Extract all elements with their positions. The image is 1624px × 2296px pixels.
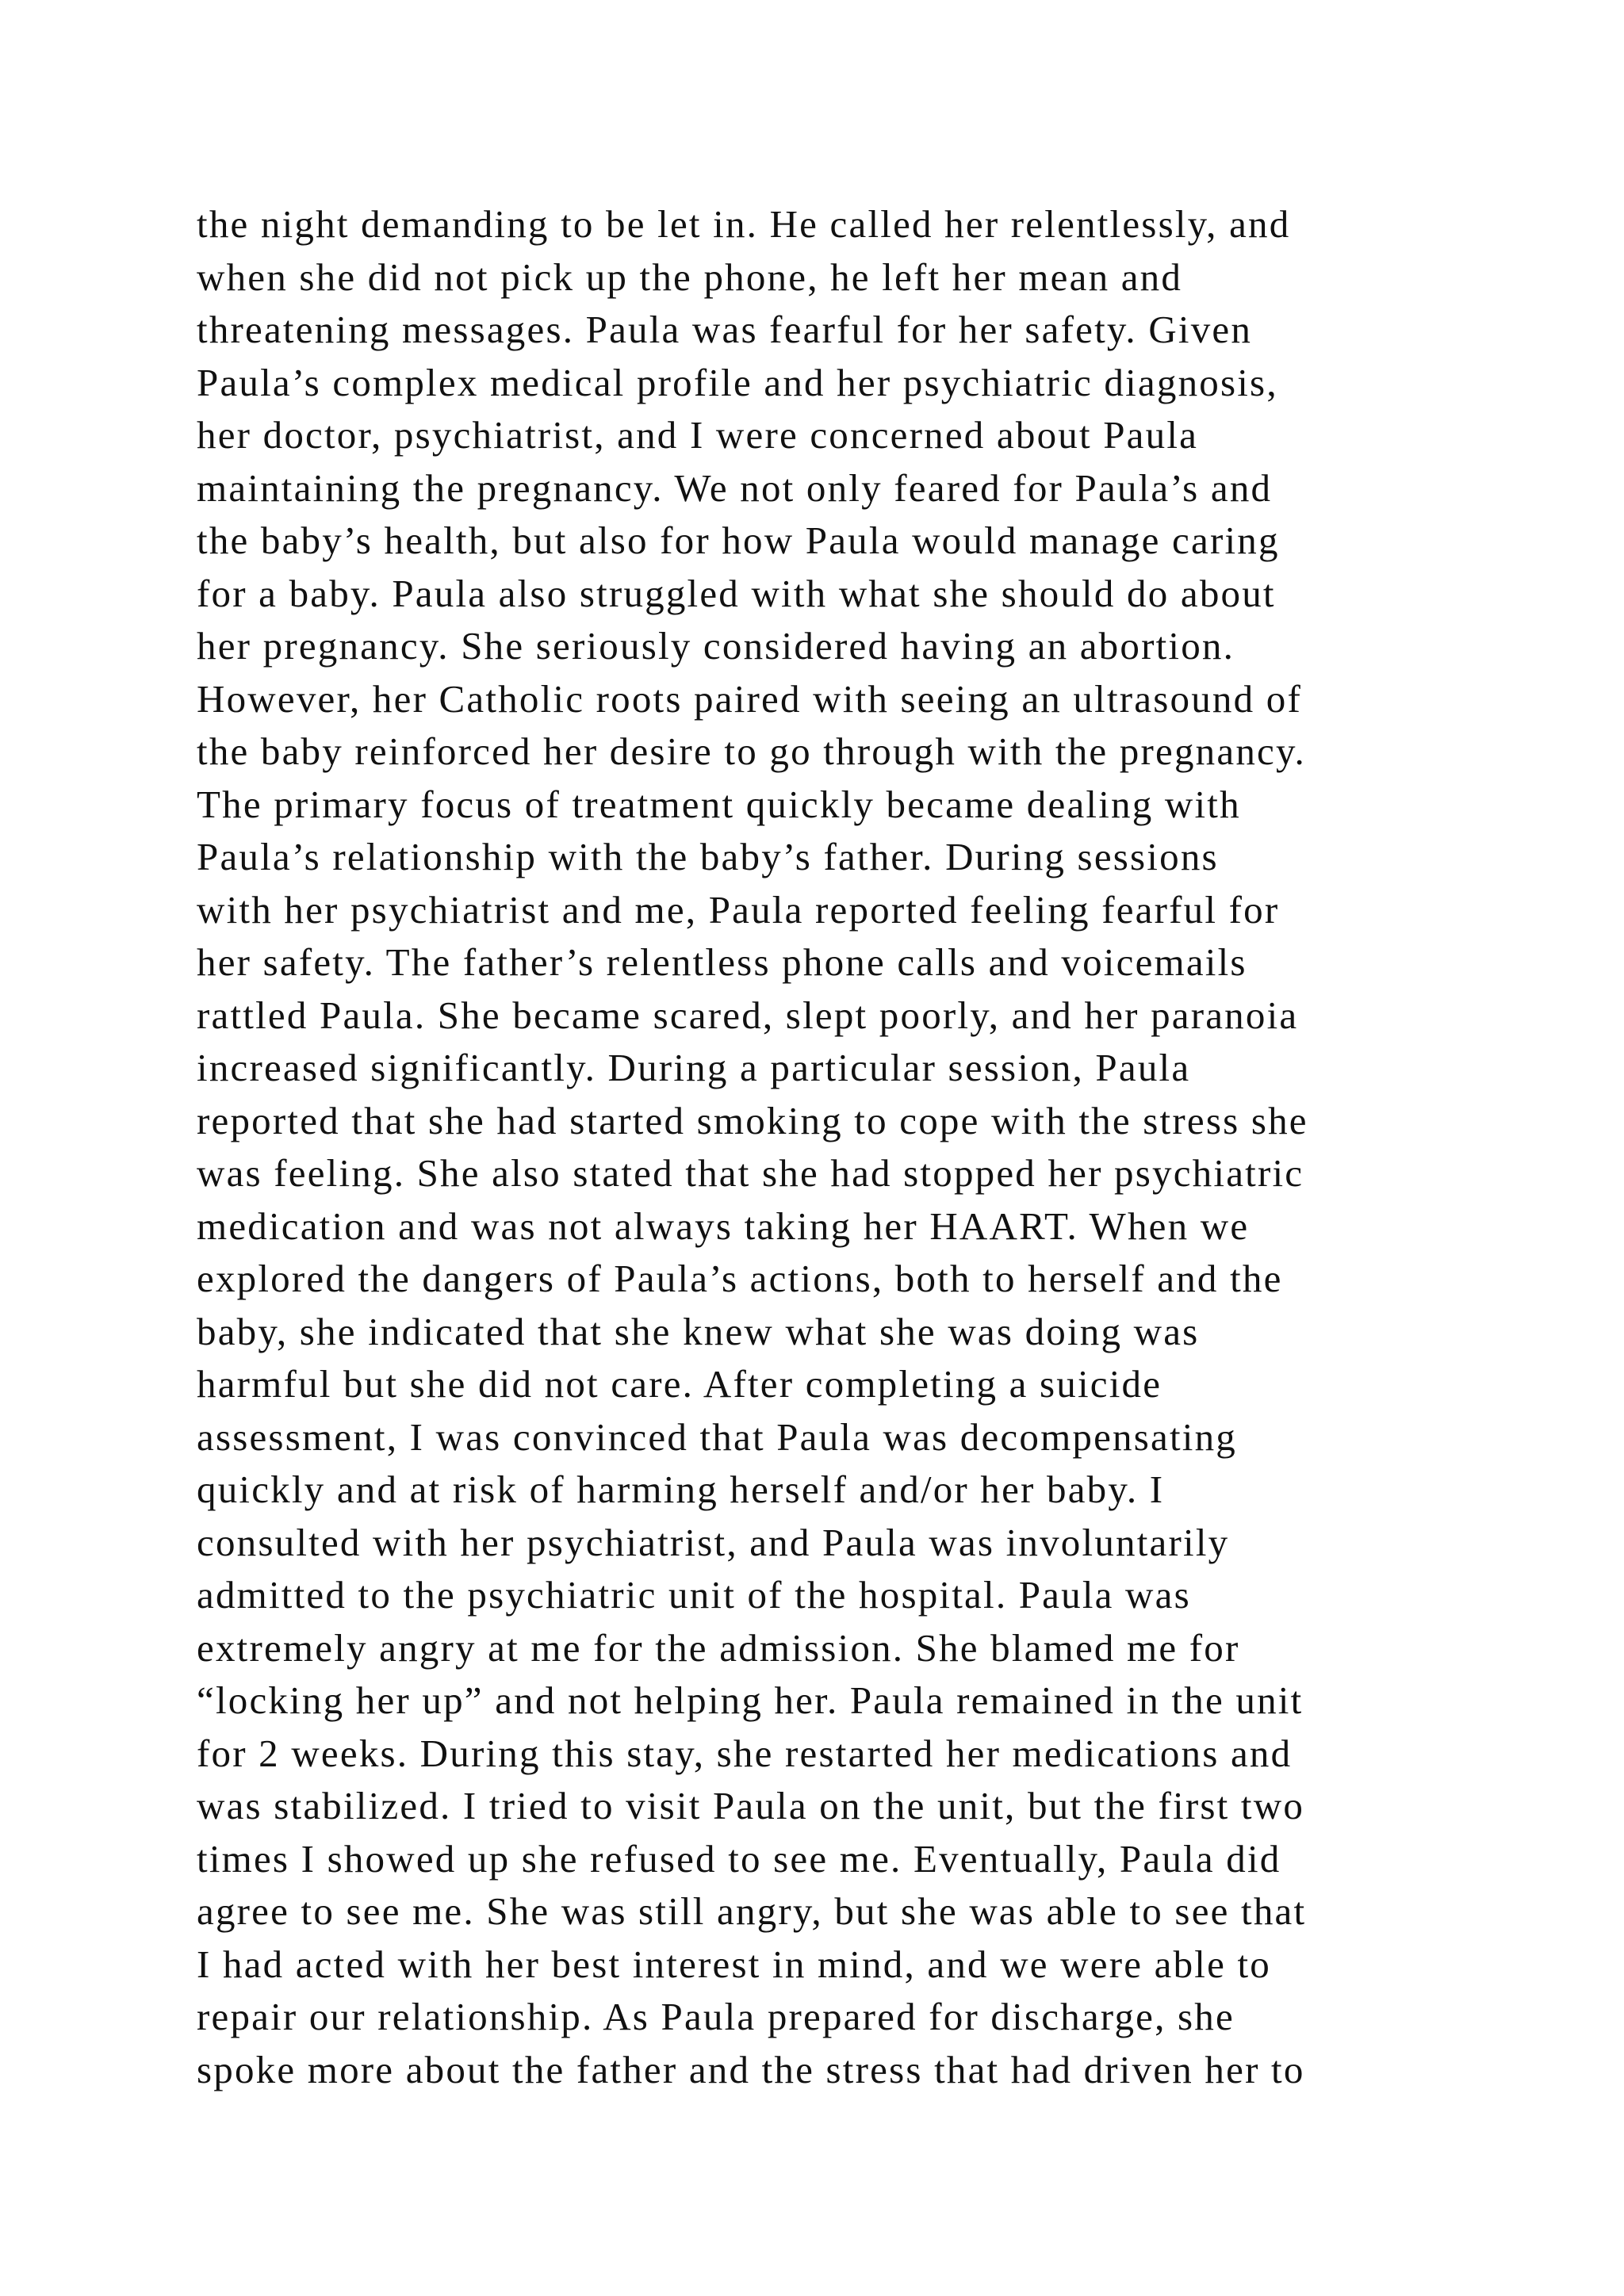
text-line: However, her Catholic roots paired with seeing an ultrasound of xyxy=(197,676,1302,721)
text-line: agree to see me. She was still angry, but she was able to see that xyxy=(197,1889,1307,1933)
text-line: the baby’s health, but also for how Paula would manage caring xyxy=(197,519,1280,562)
text-line: her pregnancy. She seriously considered having an abortion. xyxy=(197,624,1235,668)
text-line: explored the dangers of Paula’s actions, both to herself and the xyxy=(197,1257,1283,1300)
text-line: when she did not pick up the phone, he left her mean and xyxy=(197,254,1183,299)
text-line: “locking her up” and not helping her. Paula remained in the unit xyxy=(197,1678,1304,1722)
text-line: for a baby. Paula also struggled with what she should do about xyxy=(197,571,1276,615)
text-line: reported that she had started smoking to cope with the stress she xyxy=(197,1098,1308,1142)
body-text xyxy=(197,198,1481,2096)
text-line: increased significantly. During a particular session, Paula xyxy=(197,1046,1191,1089)
text-line: The primary focus of treatment quickly became dealing with xyxy=(197,782,1241,826)
text-line: her safety. The father’s relentless phone calls and voicemails xyxy=(197,940,1247,984)
text-line: harmful but she did not care. After completing a suicide xyxy=(197,1362,1162,1406)
text-line: the night demanding to be let in. He called her relentlessly, and xyxy=(197,202,1291,246)
text-line: her doctor, psychiatrist, and I were concerned about Paula xyxy=(197,413,1199,457)
text-line: spoke more about the father and the stress that had driven her to xyxy=(197,2047,1305,2091)
text-line: admitted to the psychiatric unit of the hospital. Paula was xyxy=(197,1573,1191,1617)
text-line: baby, she indicated that she knew what she was doing was xyxy=(197,1309,1200,1353)
text-line: threatening messages. Paula was fearful for her safety. Given xyxy=(197,308,1253,351)
text-line: for 2 weeks. During this stay, she restarted her medications and xyxy=(197,1731,1293,1775)
text-line: extremely angry at me for the admission. She blamed me for xyxy=(197,1625,1240,1670)
text-line: rattled Paula. She became scared, slept poorly, and her paranoia xyxy=(197,993,1299,1037)
text-line: quickly and at risk of harming herself and/or her baby. I xyxy=(197,1468,1165,1511)
text-line: the baby reinforced her desire to go through with the pregnancy. xyxy=(197,729,1306,773)
text-line: Paula’s complex medical profile and her psychiatric diagnosis, xyxy=(197,360,1278,404)
text-line: times I showed up she refused to see me. Eventually, Paula did xyxy=(197,1836,1281,1881)
text-line: was stabilized. I tried to visit Paula on the unit, but the first two xyxy=(197,1784,1305,1827)
text-line: medication and was not always taking her HAART. When we xyxy=(197,1203,1250,1248)
text-line: with her psychiatrist and me, Paula reported feeling fearful for xyxy=(197,887,1280,932)
text-line: was feeling. She also stated that she had stopped her psychiatric xyxy=(197,1151,1304,1195)
text-line: Paula’s relationship with the baby’s father. During sessions xyxy=(197,835,1219,878)
text-line: I had acted with her best interest in mind, and we were able to xyxy=(197,1942,1272,1986)
text-line: consulted with her psychiatrist, and Paula was involuntarily xyxy=(197,1520,1230,1564)
text-line: maintaining the pregnancy. We not only feared for Paula’s and xyxy=(197,465,1273,510)
text-line: assessment, I was convinced that Paula was decompensating xyxy=(197,1414,1237,1459)
text-line: repair our relationship. As Paula prepared for discharge, she xyxy=(197,1995,1235,2038)
